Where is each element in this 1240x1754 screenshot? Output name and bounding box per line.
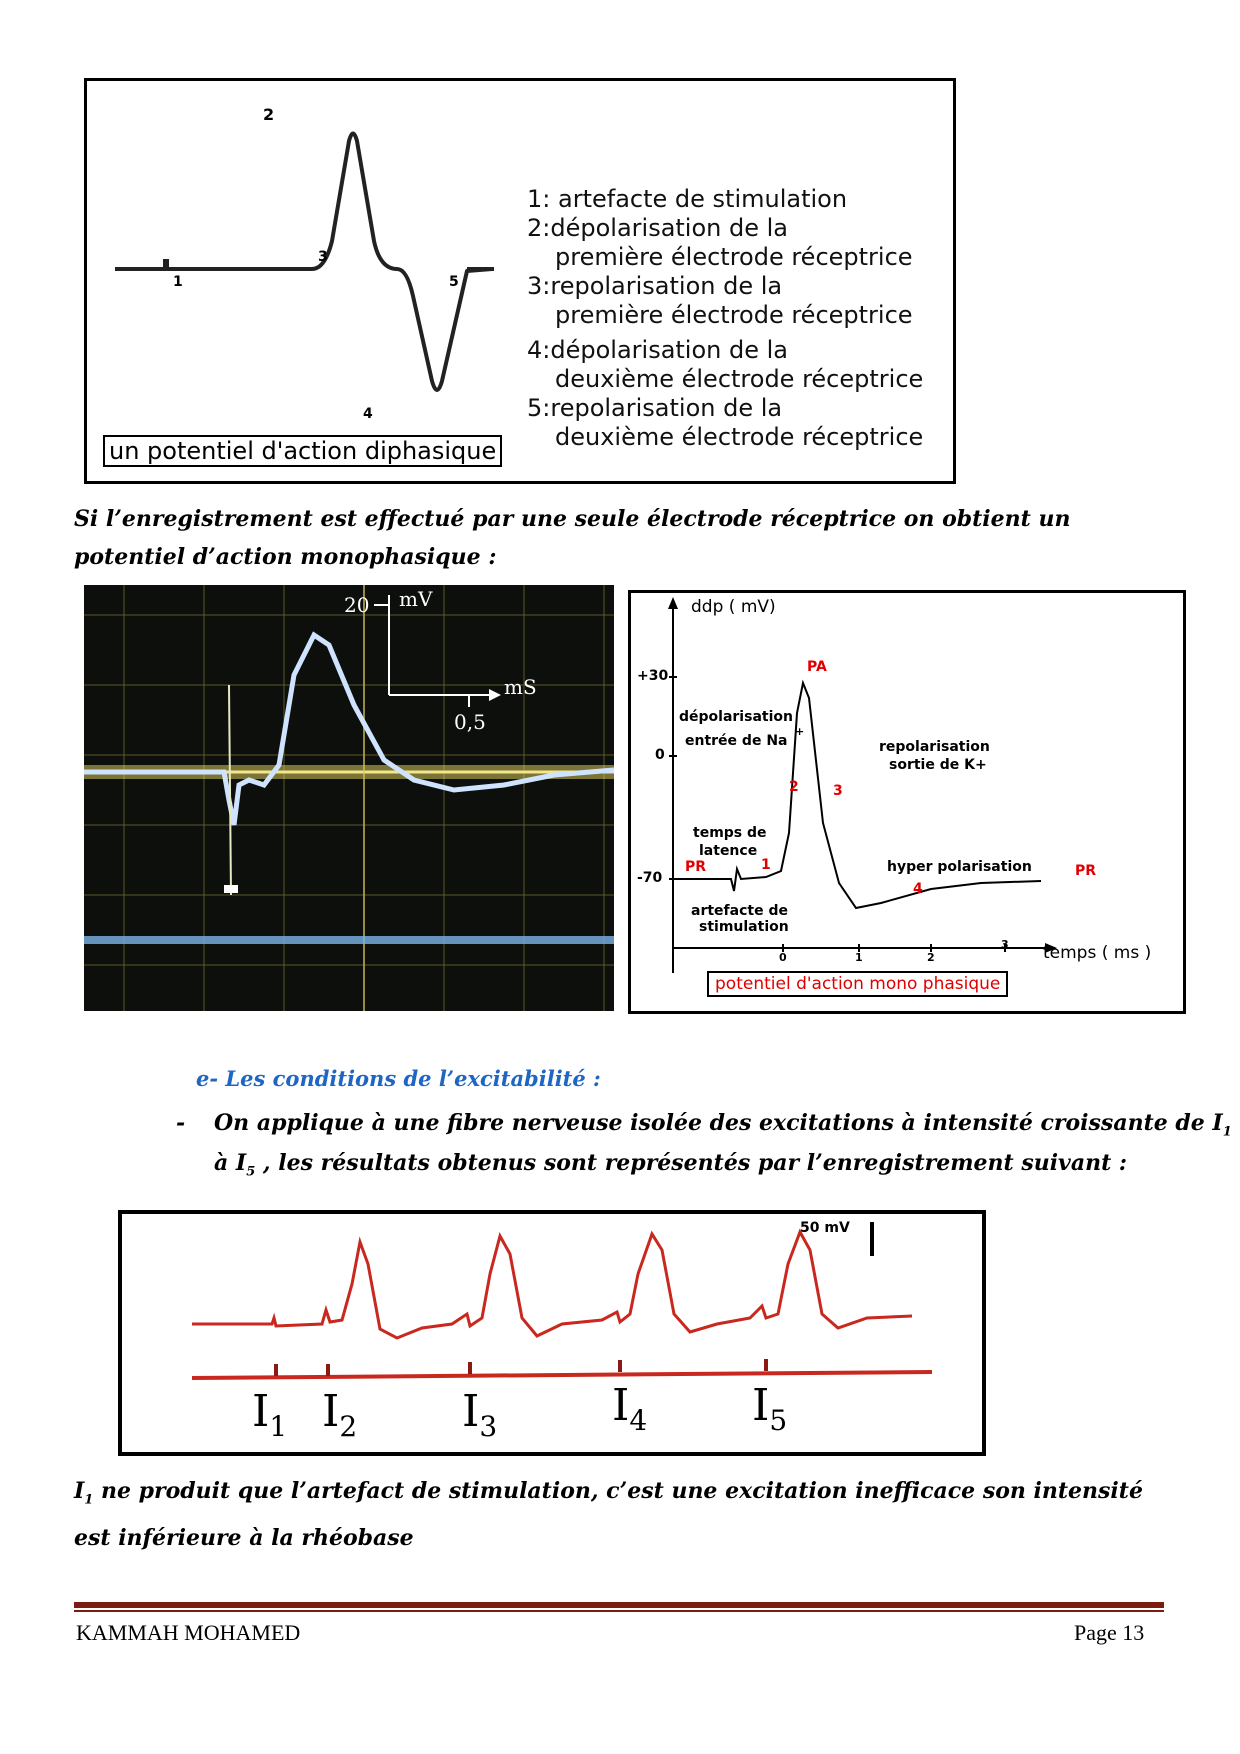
y-tick-70: -70 [637,870,663,886]
legend-item-3: 3:repolarisation de la [527,272,783,300]
point-4: 4 [913,881,923,897]
stimulus-label-2: $I_2$ [322,1386,358,1443]
scale-50mv: 50 mV [800,1220,850,1236]
hyper-label: hyper polarisation [887,859,1032,875]
footer-author: KAMMAH MOHAMED [76,1620,301,1645]
section-bullet: - [176,1110,186,1136]
entree-label: entrée de Na [685,733,788,749]
y-tick-0: 0 [655,747,665,763]
depol-label: dépolarisation [679,709,793,725]
stimulus-label-1: $I_1$ [252,1386,288,1443]
legend-item-4-cont: deuxième électrode réceptrice [555,365,924,393]
x-axis-label: temps ( ms ) [1043,943,1152,963]
legend-item-5: 5:repolarisation de la [527,394,783,422]
stimulus-label-4: $I_4$ [612,1380,648,1437]
pr-right: PR [1075,863,1097,879]
pa-label: PA [807,659,827,675]
x-tick-3: 3 [1001,938,1009,951]
stimuli-trace [122,1214,982,1452]
section-line-1: On applique à une fibre nerveuse isolée des excitations à intensité croissante de $I_1$ [214,1110,1232,1140]
footer-page: Page 13 [1074,1620,1145,1645]
osc-unit-t: mS [504,675,537,699]
x-tick-2: 2 [927,951,935,964]
latence-label-2: latence [699,843,758,859]
fig3-caption: potentiel d'action mono phasique [707,971,1008,997]
sortie-label: sortie de K+ [889,757,987,773]
fig1-legend [527,185,923,452]
footer-rule [74,1602,1164,1608]
osc-scale-v: 20 [344,593,370,617]
point-1: 1 [761,857,771,873]
osc-tick-t: 0,5 [454,710,486,734]
figure-stimuli [118,1210,986,1456]
latence-label-1: temps de [693,825,767,841]
point-2: 2 [789,779,799,795]
legend-item-2-cont: première électrode réceptrice [555,243,913,271]
y-tick-30: +30 [637,668,669,684]
oscilloscope-photo [84,585,614,1011]
artefact-mark [163,259,169,271]
artefact-label-1: artefacte de [691,903,788,919]
fig1-label-1: 1 [173,274,183,290]
legend-item-5-cont: deuxième électrode réceptrice [555,423,924,451]
section-line-2: à $I_5$ , les résultats obtenus sont représentés par l’enregistrement suivant : [214,1150,1128,1180]
fig1-label-2: 2 [263,105,275,124]
point-3: 3 [833,783,843,799]
paragraph-i1: $I_1$ ne produit que l’artefact de stimulation, c’est une excitation inefficace son intensité est inférieure à la rhéobase [74,1478,1143,1552]
fig1-label-4: 4 [363,406,373,422]
oscilloscope-grid [84,585,614,1011]
paragraph-monophasic: Si l’enregistrement est effectué par une seule électrode réceptrice on obtient un potentiel d’action monophasique : [74,506,1071,570]
footer-rule-thin [74,1610,1164,1612]
osc-unit-v: mV [399,587,433,611]
pr-left: PR [685,859,707,875]
fig1-label-3: 3 [318,249,328,265]
legend-item-2: 2:dépolarisation de la [527,214,789,242]
stimulus-label-3: $I_3$ [462,1386,498,1443]
repol-label: repolarisation [879,739,990,755]
stimulus-label-5: $I_5$ [752,1380,788,1437]
figure-diphasic [84,78,956,484]
x-tick-1: 1 [855,951,863,964]
legend-item-1: 1: artefacte de stimulation [527,185,848,213]
na-plus: + [795,725,805,738]
x-tick-0: 0 [779,951,787,964]
section-title: e- Les conditions de l’excitabilité : [196,1066,601,1091]
y-axis-label: ddp ( mV) [691,597,776,617]
fig1-label-5: 5 [449,274,459,290]
figure-monophasic [628,590,1186,1014]
legend-item-4: 4:dépolarisation de la [527,336,789,364]
legend-item-3-cont: première électrode réceptrice [555,301,913,329]
artefact-label-2: stimulation [699,919,789,935]
fig1-caption: un potentiel d'action diphasique [103,435,502,467]
